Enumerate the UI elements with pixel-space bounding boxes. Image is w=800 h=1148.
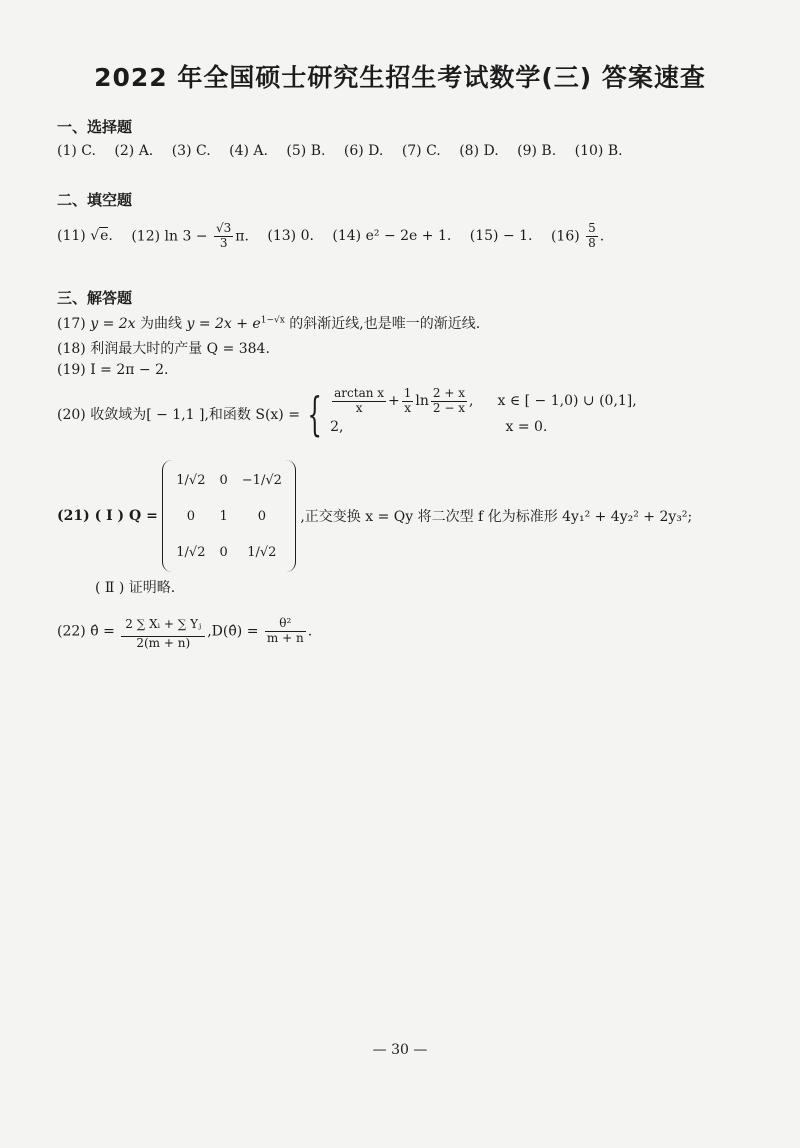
q20-label: (20) 收敛域为[ − 1,1 ],和函数 S(x) =: [57, 407, 300, 423]
fill-answer-12: [131, 222, 249, 251]
q20-1x-den: x: [404, 400, 411, 415]
q20-arctan-den: x: [355, 400, 363, 415]
choice-answer: (8) D.: [459, 143, 499, 159]
fill-answer-16-den: 8: [588, 235, 596, 250]
q17-conclusion: 的斜渐近线,也是唯一的渐近线.: [289, 316, 481, 332]
fill-answer-16-fraction: [586, 222, 598, 251]
q20-frac-log: [431, 387, 467, 416]
fill-answer-12-fraction: [214, 222, 233, 251]
q22-den: 2(m + n): [136, 635, 191, 650]
fill-answer-16-end: .: [599, 228, 605, 245]
q21-matrix: [162, 460, 296, 572]
q20-cases: [330, 385, 637, 440]
solve-answer-17: [57, 313, 480, 333]
fill-answers-row: [57, 222, 618, 251]
q20-log-den: 2 − x: [432, 400, 466, 415]
q22-label: (22) θ̂ =: [57, 623, 115, 640]
fill-answer-12-end: π.: [235, 228, 249, 245]
q21-transform-text: ,正交变换 x = Qy 将二次型 f 化为标准形 4y₁² + 4y₂² + 2y₃²;: [300, 509, 693, 525]
fill-answer-16-num: 5: [588, 221, 596, 235]
q20-frac-1x: [402, 387, 414, 416]
choice-answer: (1) C.: [57, 143, 96, 159]
fill-answer-12-den: 3: [219, 235, 228, 250]
q20-plus: +: [388, 393, 400, 409]
matrix-cell: 0: [186, 508, 196, 524]
q20-1x-num: 1: [403, 385, 412, 400]
matrix-cell: 0: [219, 544, 228, 560]
q22-variance-fraction: [265, 617, 306, 646]
matrix-cell: −1/√2: [241, 472, 282, 488]
q22-estimator-fraction: [121, 612, 205, 651]
solve-answer-21-part2: ( Ⅱ ) 证明略.: [95, 580, 176, 596]
fill-answer-11-label: (11): [57, 228, 86, 245]
q17-curve: y = 2x + e: [186, 316, 261, 332]
q20-arctan-num: arctan x: [334, 385, 385, 400]
choice-answer: (10) B.: [574, 143, 623, 159]
page-number: — 30 —: [372, 1042, 428, 1058]
choice-answers-row: [57, 143, 637, 159]
matrix-cell: 0: [219, 472, 228, 488]
fill-answer-12-num: √3: [216, 221, 232, 235]
fill-answer-15: (15) − 1.: [469, 228, 533, 245]
fill-answer-11: (11) √e.: [57, 228, 113, 245]
fill-answer-16-label: (16): [550, 228, 580, 245]
page-title: 2022 年全国硕士研究生招生考试数学(三) 答案速查: [94, 63, 706, 92]
q20-case-2: [330, 414, 637, 440]
q17-exponent: 1−√x: [260, 315, 285, 326]
fill-answer-13: (13) 0.: [267, 228, 314, 245]
solve-answer-19: (19) I = 2π − 2.: [57, 362, 169, 378]
solve-answer-20: [57, 385, 637, 441]
q20-frac-arctan: [332, 387, 386, 416]
q20-case-2-condition: x = 0.: [505, 419, 548, 435]
choice-answer: (3) C.: [171, 143, 211, 159]
solve-answer-21: [57, 460, 692, 572]
solve-answer-22: [57, 612, 312, 651]
q21-label: (21) ( Ⅰ ) Q =: [57, 508, 158, 524]
section-choice-heading: 一、选择题: [57, 118, 133, 136]
choice-answer: (5) B.: [286, 143, 326, 159]
q22-num: 2 ∑ Xᵢ + ∑ Yⱼ: [121, 612, 205, 637]
choice-answer: (9) B.: [517, 143, 557, 159]
q17-label: (17): [57, 316, 86, 332]
q22-end: .: [307, 623, 313, 640]
choice-answer: (7) C.: [401, 143, 441, 159]
matrix-cell: 1/√2: [247, 544, 277, 560]
q20-brace: {: [307, 387, 323, 441]
q20-case-2-value: 2,: [330, 419, 344, 435]
fill-answer-12-label: (12) ln 3 −: [131, 228, 208, 245]
choice-answer: (4) A.: [229, 143, 268, 159]
q20-case-1: $\frac{\text{arctan x}}{x}$ + $\frac{1}{x}$ ln $\frac{2 + x}{2 - x}$ , x ∈ [ − 1,0) ∪ (0,1],: [334, 385, 637, 415]
choice-answer: (6) D.: [343, 143, 384, 159]
fill-answer-11-sqrt: e: [100, 228, 109, 245]
fill-answer-14: (14) e² − 2e + 1.: [332, 228, 452, 245]
matrix-cell: 1: [219, 508, 228, 524]
q20-case-1-condition: x ∈ [ − 1,0) ∪ (0,1],: [497, 393, 637, 409]
q22-vnum: θ²: [265, 617, 306, 632]
section-solve-heading: 三、解答题: [57, 289, 133, 307]
section-fill-heading: 二、填空题: [57, 191, 133, 209]
q22-variance-label: ,D(θ̂) =: [207, 623, 259, 640]
matrix-cell: 1/√2: [176, 544, 206, 560]
solve-answer-18: (18) 利润最大时的产量 Q = 384.: [57, 341, 270, 357]
matrix-cell: 1/√2: [176, 472, 206, 488]
q22-vden: m + n: [266, 630, 304, 645]
q20-log-num: 2 + x: [432, 385, 466, 400]
fill-answer-16: [551, 222, 604, 251]
fill-answer-11-end: .: [108, 228, 113, 245]
q17-asymptote: y = 2x: [90, 316, 136, 332]
choice-answer: (2) A.: [114, 143, 154, 159]
matrix-cell: 0: [257, 508, 266, 524]
q20-ln: ln: [415, 393, 429, 409]
q17-text: 为曲线: [140, 316, 182, 332]
